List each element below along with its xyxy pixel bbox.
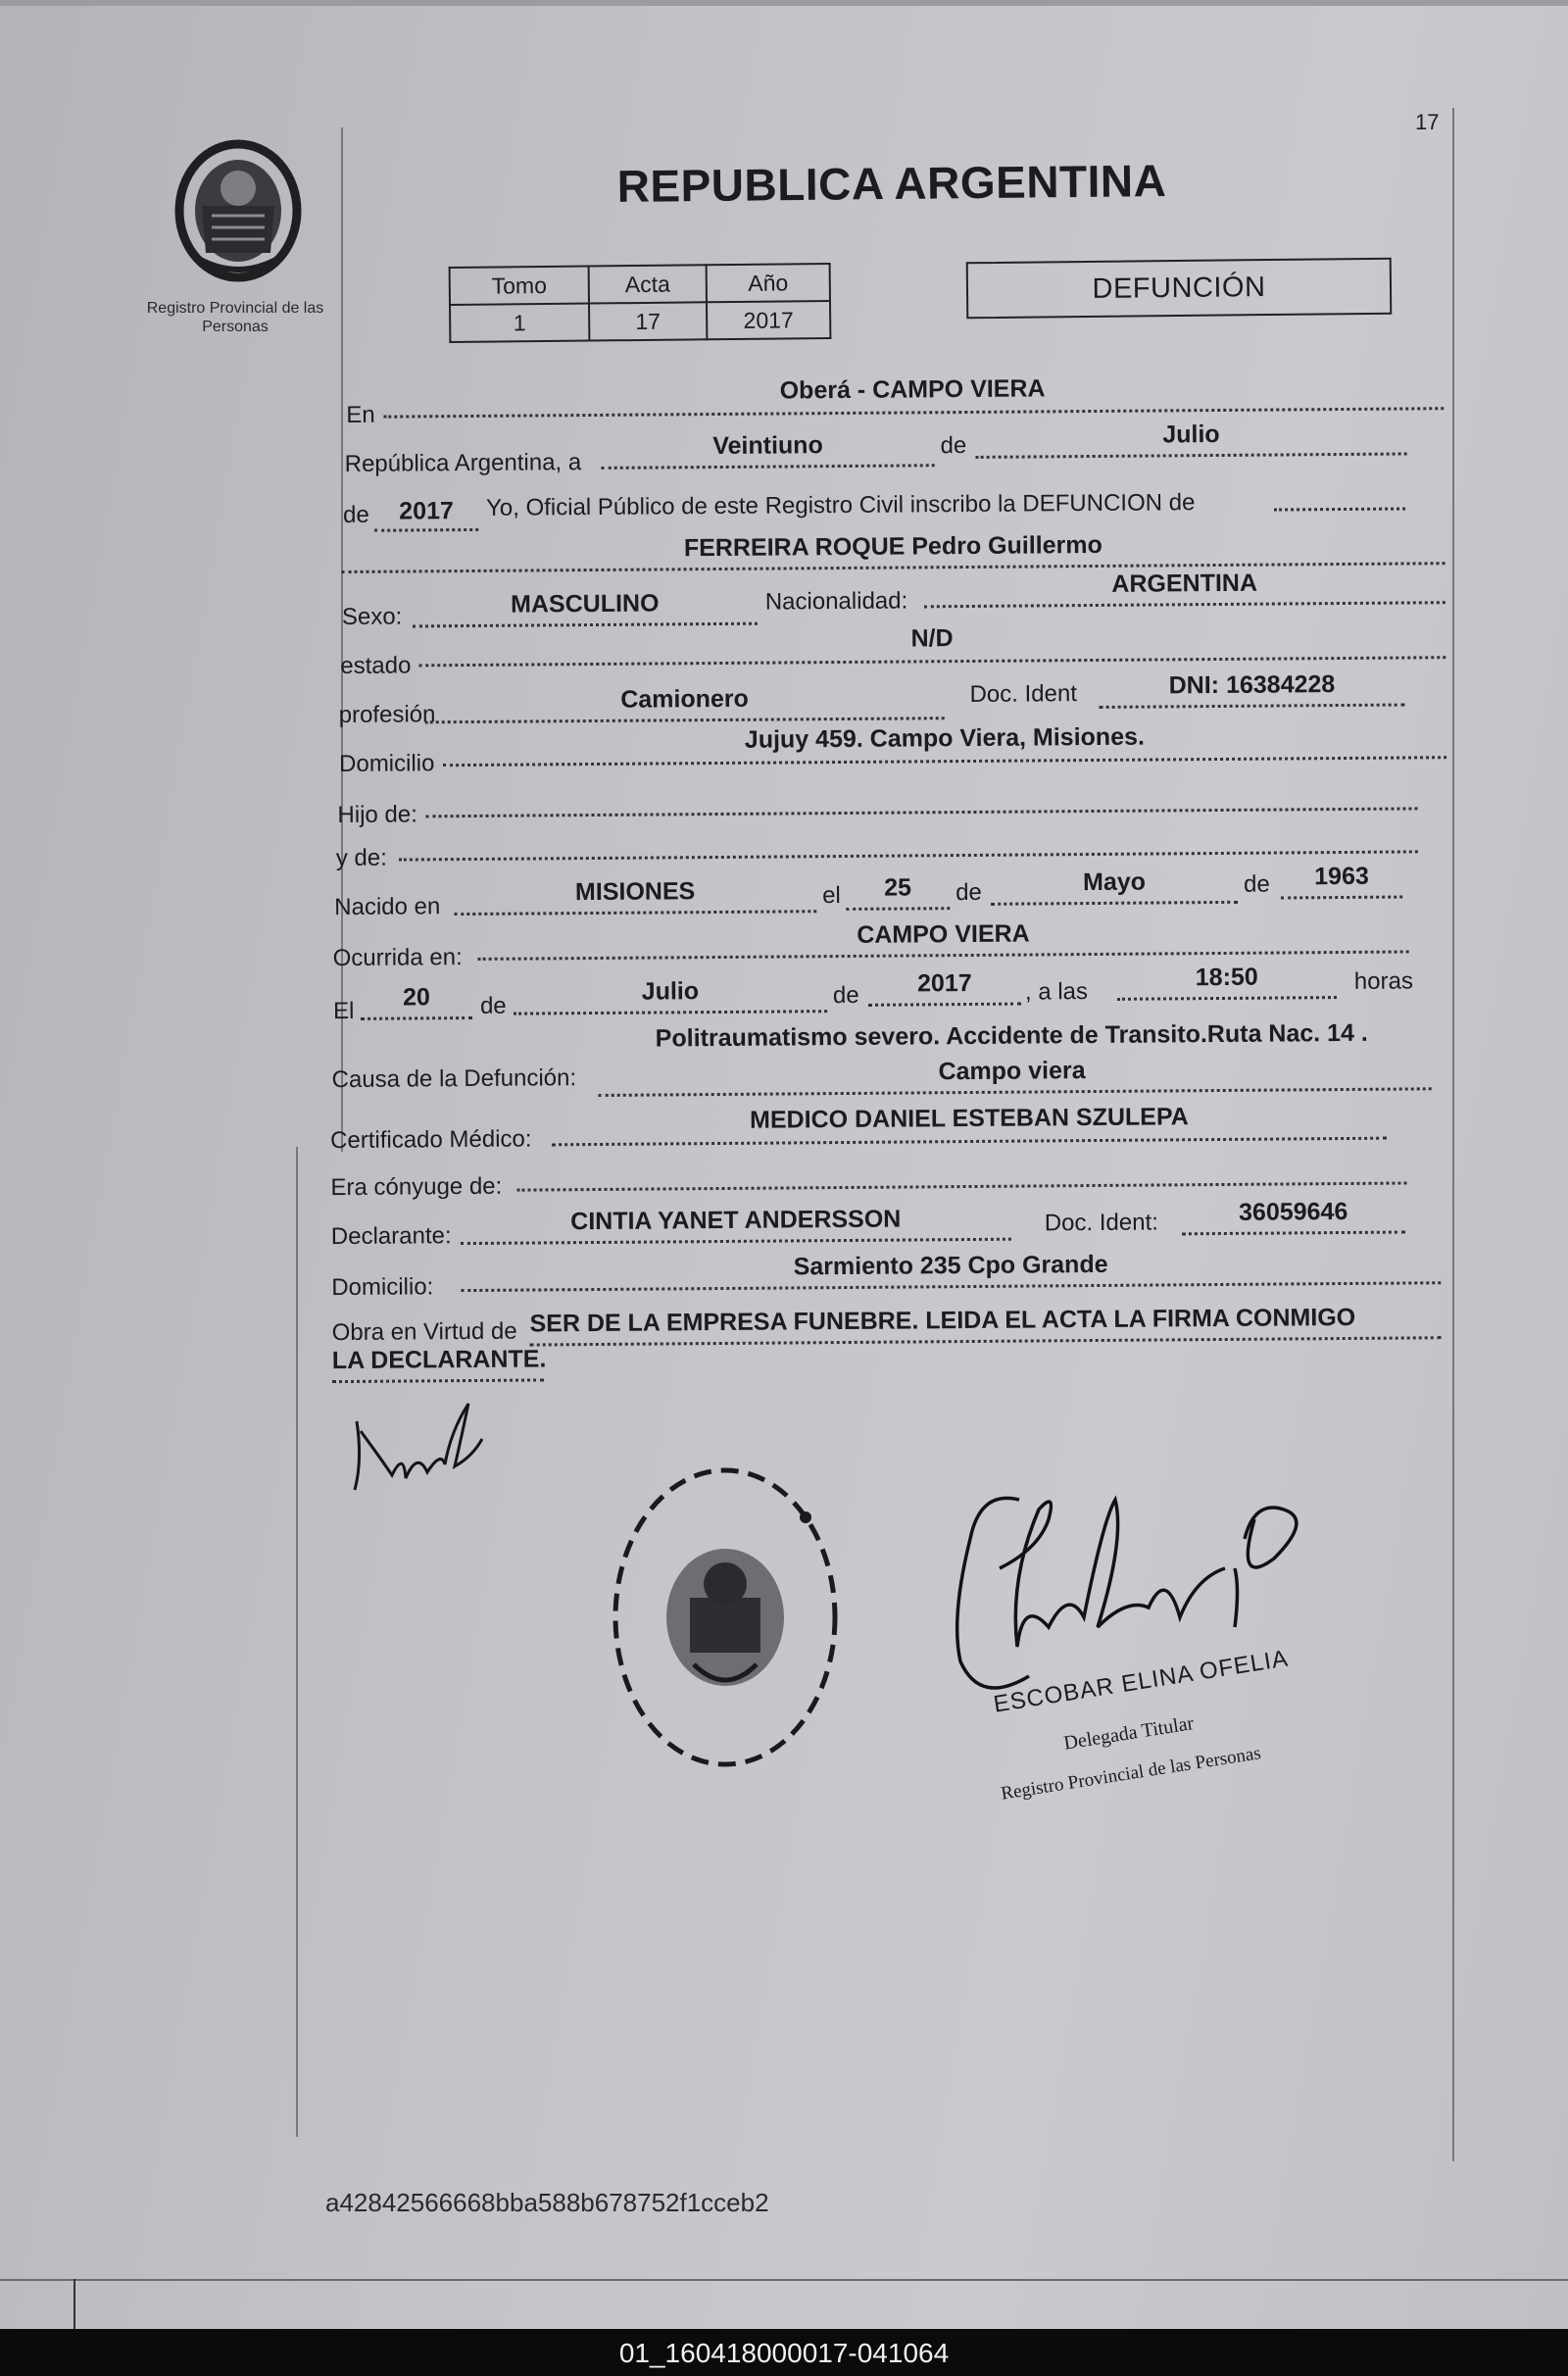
place-value: Oberá - CAMPO VIERA (779, 374, 1046, 405)
el-date-label: El (332, 997, 355, 1025)
value-anio: 2017 (707, 301, 830, 339)
de-label: de (940, 432, 967, 460)
nacionalidad-value: ARGENTINA (1111, 569, 1258, 598)
doc2-line (1182, 1231, 1405, 1236)
page-title: REPUBLICA ARGENTINA (616, 155, 1167, 212)
death-year-value: 2017 (916, 968, 972, 998)
certificado-line (552, 1137, 1387, 1147)
y-de-line (399, 850, 1418, 861)
page-number: 17 (1415, 110, 1440, 134)
doc-line (1100, 704, 1405, 709)
oficial-line (1274, 507, 1405, 511)
el-label: el (822, 882, 841, 910)
obra-label: Obra en Virtud de (331, 1317, 517, 1347)
death-month-line (514, 1010, 827, 1015)
birth-year-line (1281, 896, 1402, 900)
obra-value-1: SER DE LA EMPRESA FUNEBRE. LEIDA EL ACTA LA FIRMA CONMIGO (529, 1303, 1356, 1338)
profesion-label: profesión (338, 701, 436, 729)
registry-seal-icon (588, 1441, 862, 1794)
de-year-label: de (342, 501, 369, 529)
certificado-label: Certificado Médico: (329, 1125, 532, 1155)
year-line (374, 528, 478, 532)
conyuge-line (516, 1182, 1406, 1192)
birth-de2-label: de (1243, 870, 1270, 898)
birth-month-line (991, 901, 1238, 906)
doc2-label: Doc. Ident: (1044, 1209, 1158, 1237)
domicilio2-value: Sarmiento 235 Cpo Grande (793, 1250, 1108, 1281)
bottom-rule (0, 2279, 1568, 2281)
death-day-line (361, 1016, 472, 1020)
year-value: 2017 (399, 497, 454, 525)
obra-line-1 (530, 1336, 1442, 1346)
death-de2-label: de (832, 981, 859, 1010)
hash-code: a42842566668bba588b678752f1cceb2 (325, 2188, 769, 2217)
certificado-value: MEDICO DANIEL ESTEBAN SZULEPA (749, 1103, 1189, 1134)
nacido-label: Nacido en (334, 893, 441, 921)
declarante-line (461, 1238, 1011, 1245)
death-time-line (1117, 996, 1337, 1001)
causa-line1-value: Politraumatismo severo. Accidente de Transito.Ruta Nac. 14 . (655, 1018, 1368, 1053)
estado-value: N/D (910, 624, 954, 653)
profesion-line (425, 717, 945, 723)
death-day-value: 20 (402, 983, 430, 1012)
conyuge-label: Era cónyuge de: (330, 1172, 503, 1202)
day-value: Veintiuno (712, 431, 823, 461)
domicilio-value: Jujuy 459. Campo Viera, Misiones. (744, 722, 1146, 754)
header-tomo: Tomo (450, 267, 589, 305)
doc2-value: 36059646 (1238, 1197, 1348, 1226)
month-value: Julio (1162, 420, 1220, 449)
day-line (602, 464, 935, 470)
declarante-value: CINTIA YANET ANDERSSON (570, 1205, 902, 1236)
nacionalidad-label: Nacionalidad: (764, 587, 908, 616)
estado-label: estado (340, 652, 412, 680)
republica-label: República Argentina, a (344, 449, 582, 477)
nacido-line (454, 910, 816, 916)
header-acta: Acta (589, 265, 707, 303)
declarant-signature (343, 1392, 500, 1500)
birth-day-line (846, 907, 950, 911)
death-year-line (868, 1003, 1021, 1007)
obra-value-2: LA DECLARANTE. (331, 1345, 547, 1375)
en-label: En (346, 401, 375, 428)
causa-label: Causa de la Defunción: (331, 1064, 577, 1094)
declarante-label: Declarante: (330, 1222, 452, 1251)
obra-line-2 (332, 1378, 544, 1383)
oficial-text: Yo, Oficial Público de este Registro Civil inscribo la DEFUNCION de (485, 489, 1196, 521)
birth-month-value: Mayo (1082, 867, 1147, 897)
domicilio2-label: Domicilio: (331, 1273, 434, 1302)
doc-label: Doc. Ident (969, 680, 1078, 708)
nacido-value: MISIONES (574, 877, 696, 907)
causa-line2-value: Campo viera (938, 1057, 1086, 1086)
y-de-label: y de: (335, 844, 387, 872)
deceased-name-value: FERREIRA ROQUE Pedro Guillermo (683, 530, 1102, 563)
official-office: Registro Provincial de las Personas (1000, 1743, 1263, 1805)
header-anio: Año (707, 264, 830, 302)
hijo-label: Hijo de: (337, 801, 417, 829)
official-name: ESCOBAR ELINA OFELIA (992, 1645, 1291, 1718)
ocurrida-line (478, 950, 1409, 960)
place-line (383, 407, 1444, 418)
death-time-value: 18:50 (1195, 963, 1258, 992)
horas-label: horas (1353, 967, 1414, 995)
ocurrida-label: Ocurrida en: (332, 944, 463, 972)
profesion-value: Camionero (620, 684, 749, 714)
month-line (976, 452, 1407, 458)
doc-value: DNI: 16384228 (1168, 670, 1336, 700)
domicilio-label: Domicilio (338, 750, 435, 778)
death-month-value: Julio (641, 977, 700, 1006)
domicilio-line (443, 756, 1446, 767)
bottom-tick (74, 2279, 75, 2329)
registry-label: Registro Provincial de las Personas (146, 300, 324, 335)
sexo-value: MASCULINO (510, 589, 660, 619)
birth-de-label: de (956, 878, 982, 907)
footer-code: 01_160418000017-041064 (618, 2338, 950, 2368)
official-role: Delegada Titular (1062, 1712, 1196, 1755)
nacionalidad-line (924, 601, 1446, 608)
birth-day-value: 25 (884, 873, 912, 902)
hijo-line (425, 807, 1417, 817)
causa-line (599, 1087, 1432, 1097)
ocurrida-value: CAMPO VIERA (857, 919, 1030, 949)
estado-line (418, 656, 1446, 667)
death-de-label: de (479, 992, 507, 1019)
sexo-label: Sexo: (341, 603, 403, 631)
birth-year-value: 1963 (1314, 862, 1369, 891)
record-kind-box: DEFUNCIÓN (966, 258, 1393, 320)
a-las-label: , a las (1024, 978, 1089, 1006)
value-acta: 17 (589, 302, 707, 340)
value-tomo: 1 (450, 304, 589, 342)
